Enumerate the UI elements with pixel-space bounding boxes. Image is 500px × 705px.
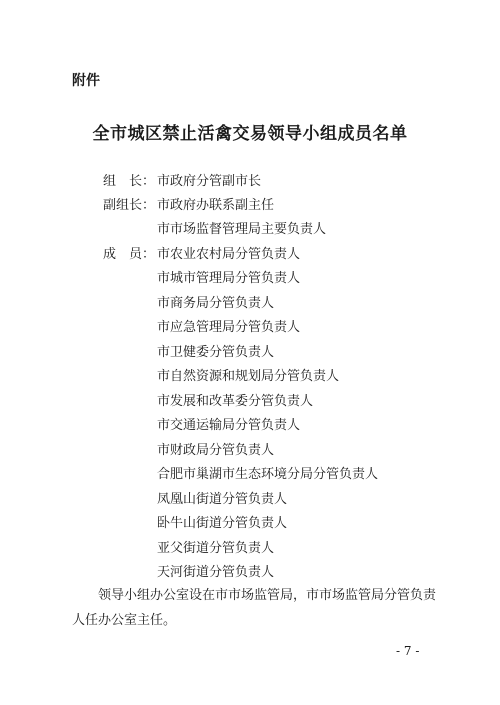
member-entry: 天河街道分管负责人 [157,565,275,580]
member-entry: 市商务局分管负责人 [157,296,275,311]
document-title: 全市城区禁止活禽交易领导小组成员名单 [92,124,408,144]
member-entry: 亚父街道分管负责人 [157,541,275,556]
role-label-deputy: 副组长： [103,198,156,213]
member-entry: 市城市管理局分管负责人 [157,271,301,286]
member-entry: 市交通运输局分管负责人 [157,418,301,433]
member-entry: 卧牛山街道分管负责人 [157,516,288,531]
member-entry: 市卫健委分管负责人 [157,345,275,360]
member-entry: 市发展和改革委分管负责人 [157,394,314,409]
member-entry: 市自然资源和规划局分管负责人 [157,369,340,384]
member-entry: 凤凰山街道分管负责人 [157,492,288,507]
role-label-leader: 组 长： [103,174,156,189]
role-label-member: 成 员： [103,247,156,262]
page-number: - 7 - [396,644,420,658]
deputy-entry: 市政府办联系副主任 [157,198,275,213]
member-entry: 市应急管理局分管负责人 [157,320,301,335]
attachment-label: 附件 [72,73,100,89]
member-entry: 合肥市巢湖市生态环境分局分管负责人 [157,467,379,482]
leader-entry: 市政府分管副市长 [157,174,262,189]
member-entry: 市农业农村局分管负责人 [157,247,301,262]
member-entry: 市财政局分管负责人 [157,443,275,458]
deputy-entry: 市市场监督管理局主要负责人 [157,222,327,237]
office-note: 领导小组办公室设在市市场监管局，市市场监管局分管负责人任办公室主任。 [72,588,437,628]
